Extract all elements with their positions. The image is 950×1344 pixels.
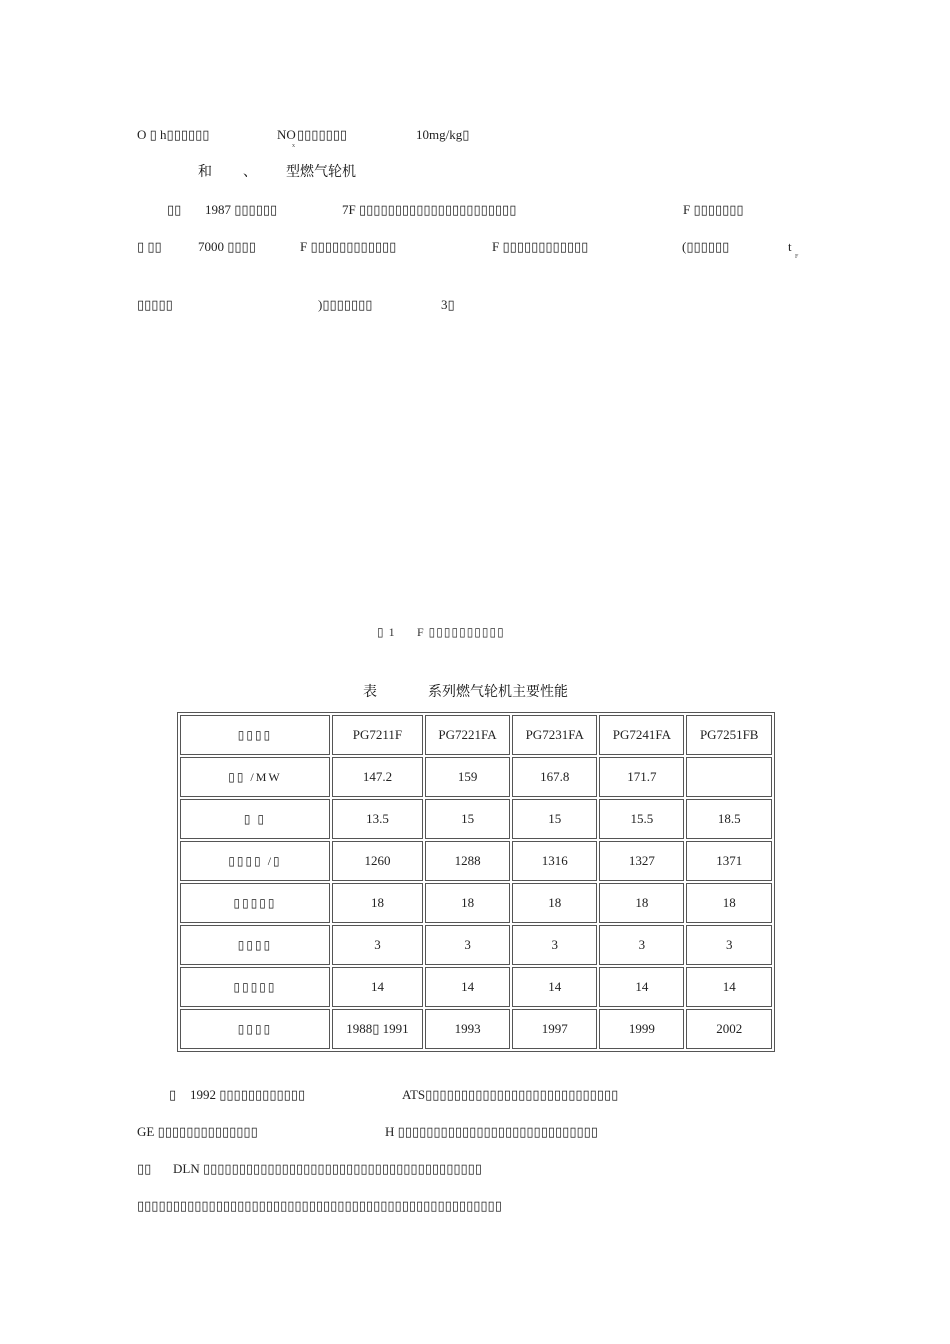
table-row: [180, 799, 772, 839]
table-row: [180, 757, 772, 797]
table-title-fragment: 表: [363, 684, 377, 700]
table-row: [180, 967, 772, 1007]
value-cell: 1997: [512, 1009, 597, 1049]
text-fragment: ▯▯▯▯▯▯▯: [297, 127, 348, 142]
header-cell: ▯▯▯▯: [180, 715, 330, 755]
row-label-cell: ▯▯▯▯▯: [180, 967, 330, 1007]
value-cell: 3: [332, 925, 423, 965]
value-cell: 3: [686, 925, 772, 965]
text-fragment: ▯: [169, 1087, 177, 1102]
table-header-row: [180, 715, 772, 755]
text-fragment: ▯▯▯▯▯▯▯▯▯▯▯▯▯▯▯▯▯▯▯▯▯▯▯▯▯▯▯▯▯▯▯▯▯▯▯▯▯▯▯▯▯▯▯▯▯▯▯▯▯▯▯: [137, 1198, 502, 1213]
text-fragment: 10mg/kg▯: [416, 127, 470, 142]
text-fragment: ▯▯: [137, 1161, 152, 1176]
text-fragment: 1992 ▯▯▯▯▯▯▯▯▯▯▯▯: [190, 1087, 306, 1102]
text-fragment: )▯▯▯▯▯▯▯: [318, 297, 373, 312]
table-row: [180, 1009, 772, 1049]
text-fragment: ▯ ▯▯: [137, 239, 162, 254]
value-cell: 15: [425, 799, 510, 839]
value-cell: 1260: [332, 841, 423, 881]
header-cell: PG7241FA: [599, 715, 684, 755]
value-cell: 15: [512, 799, 597, 839]
value-cell: 18: [425, 883, 510, 923]
value-cell: 14: [686, 967, 772, 1007]
value-cell: 1993: [425, 1009, 510, 1049]
value-cell: 159: [425, 757, 510, 797]
text-fragment: 7F ▯▯▯▯▯▯▯▯▯▯▯▯▯▯▯▯▯▯▯▯▯▯: [342, 202, 517, 217]
value-cell: 14: [599, 967, 684, 1007]
value-cell: 1327: [599, 841, 684, 881]
text-fragment: (▯▯▯▯▯▯: [682, 239, 730, 254]
caption-fragment: F ▯▯▯▯▯▯▯▯▯▯: [417, 625, 505, 639]
table-title-fragment: 系列燃气轮机主要性能: [428, 684, 568, 700]
table-body: [180, 715, 772, 1049]
value-cell: 14: [512, 967, 597, 1007]
text-fragment: ▯▯▯▯▯: [137, 297, 173, 312]
row-label-cell: ▯ ▯: [180, 799, 330, 839]
table-row: [180, 841, 772, 881]
text-fragment: F ▯▯▯▯▯▯▯▯▯▯▯▯: [300, 239, 397, 254]
value-cell: 2002: [686, 1009, 772, 1049]
heading-fragment: 型燃气轮机: [286, 164, 356, 180]
row-label-cell: ▯▯ /MW: [180, 757, 330, 797]
text-fragment: t: [788, 239, 792, 254]
text-fragment: 1987 ▯▯▯▯▯▯: [205, 202, 278, 217]
value-cell: 14: [425, 967, 510, 1007]
row-label-cell: ▯▯▯▯: [180, 1009, 330, 1049]
text-fragment: NO: [277, 127, 296, 142]
value-cell: 1316: [512, 841, 597, 881]
value-cell: 1371: [686, 841, 772, 881]
value-cell: 1288: [425, 841, 510, 881]
value-cell: 18: [512, 883, 597, 923]
value-cell: 14: [332, 967, 423, 1007]
header-cell: PG7211F: [332, 715, 423, 755]
value-cell: 147.2: [332, 757, 423, 797]
text-fragment: 7000 ▯▯▯▯: [198, 239, 256, 254]
text-fragment: ▯▯: [167, 202, 182, 217]
heading-fragment: 、: [243, 164, 257, 180]
heading-fragment: 和: [198, 164, 212, 180]
value-cell: 13.5: [332, 799, 423, 839]
text-fragment: DLN ▯▯▯▯▯▯▯▯▯▯▯▯▯▯▯▯▯▯▯▯▯▯▯▯▯▯▯▯▯▯▯▯▯▯▯▯▯▯▯: [173, 1161, 482, 1176]
text-fragment: F ▯▯▯▯▯▯▯▯▯▯▯▯: [492, 239, 589, 254]
row-label-cell: ▯▯▯▯ /▯: [180, 841, 330, 881]
table-row: [180, 925, 772, 965]
header-cell: PG7231FA: [512, 715, 597, 755]
text-fragment: F ▯▯▯▯▯▯▯: [683, 202, 744, 217]
value-cell: [686, 757, 772, 797]
row-label-cell: ▯▯▯▯: [180, 925, 330, 965]
performance-table: [177, 712, 775, 1052]
value-cell: 167.8: [512, 757, 597, 797]
value-cell: 1999: [599, 1009, 684, 1049]
header-cell: PG7221FA: [425, 715, 510, 755]
subscript: x: [292, 143, 295, 149]
value-cell: 3: [599, 925, 684, 965]
subscript: F: [795, 254, 799, 260]
value-cell: 18.5: [686, 799, 772, 839]
text-fragment: H ▯▯▯▯▯▯▯▯▯▯▯▯▯▯▯▯▯▯▯▯▯▯▯▯▯▯▯▯: [385, 1124, 598, 1139]
table-row: [180, 883, 772, 923]
caption-fragment: ▯ 1: [377, 625, 396, 639]
header-cell: PG7251FB: [686, 715, 772, 755]
value-cell: 18: [686, 883, 772, 923]
text-fragment: GE ▯▯▯▯▯▯▯▯▯▯▯▯▯▯: [137, 1124, 258, 1139]
value-cell: 171.7: [599, 757, 684, 797]
row-label-cell: ▯▯▯▯▯: [180, 883, 330, 923]
value-cell: 1988▯ 1991: [332, 1009, 423, 1049]
text-fragment: O ▯ h▯▯▯▯▯▯: [137, 127, 210, 142]
value-cell: 3: [512, 925, 597, 965]
text-fragment: ATS▯▯▯▯▯▯▯▯▯▯▯▯▯▯▯▯▯▯▯▯▯▯▯▯▯▯▯: [402, 1087, 619, 1102]
text-fragment: 3▯: [441, 297, 455, 312]
value-cell: 3: [425, 925, 510, 965]
value-cell: 18: [332, 883, 423, 923]
value-cell: 18: [599, 883, 684, 923]
value-cell: 15.5: [599, 799, 684, 839]
